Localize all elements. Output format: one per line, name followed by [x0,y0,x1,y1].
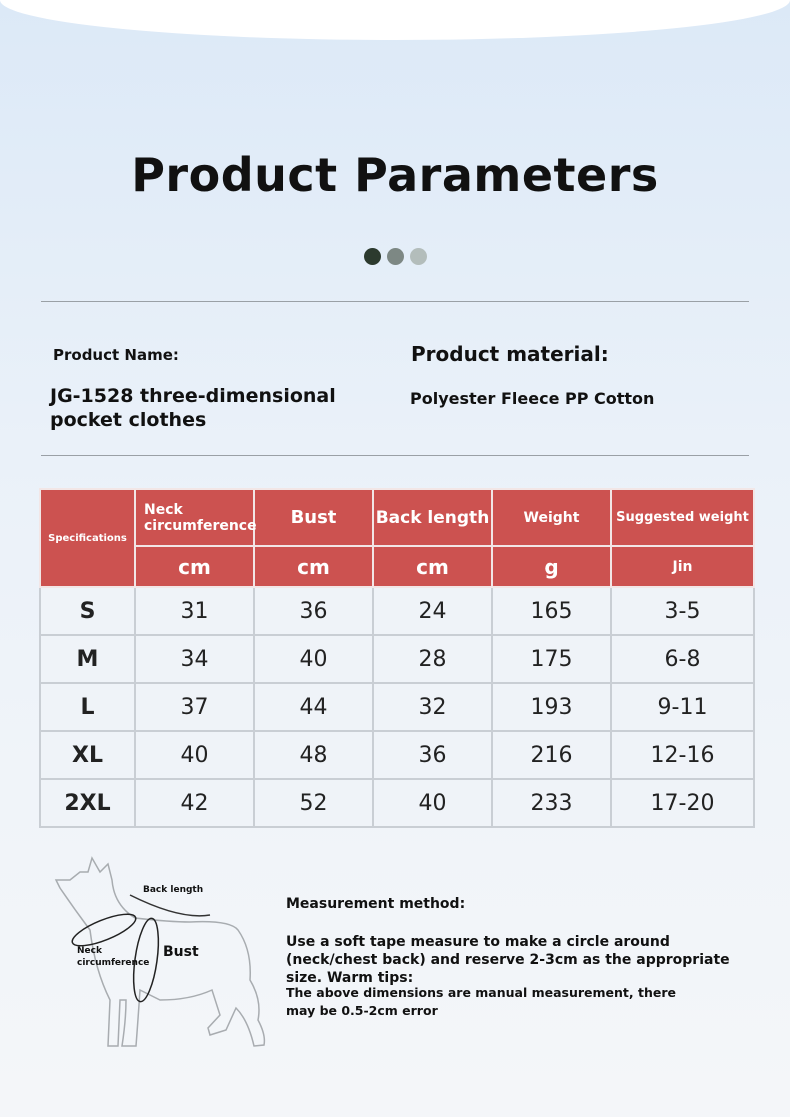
size-table [39,488,755,828]
col-bust: Bust [254,489,373,546]
dog-diagram [40,850,280,1050]
value-cell: 6-8 [611,635,754,683]
value-cell: 24 [373,587,492,635]
value-cell: 31 [135,587,254,635]
value-cell: 52 [254,779,373,827]
value-cell: 32 [373,683,492,731]
dot-1 [364,248,381,265]
name-line-2: pocket clothes [50,409,207,431]
measurement-note: The above dimensions are manual measurement, there may be 0.5-2cm error [286,985,676,1018]
size-cell: XL [40,731,135,779]
divider [41,301,749,302]
back-length-line [130,895,210,916]
product-name-label: Product Name: [53,346,179,364]
product-name-value [50,384,336,432]
table-row [40,779,754,827]
back-length-label: Back length [143,885,204,895]
table-row [40,731,754,779]
value-cell: 37 [135,683,254,731]
value-cell: 12-16 [611,731,754,779]
size-cell: L [40,683,135,731]
unit: cm [254,546,373,587]
value-cell: 233 [492,779,611,827]
neck-label-2: circumference [77,958,150,968]
value-cell: 36 [373,731,492,779]
value-cell: 193 [492,683,611,731]
value-cell: 34 [135,635,254,683]
size-cell: 2XL [40,779,135,827]
value-cell: 40 [135,731,254,779]
value-cell: 216 [492,731,611,779]
spec-header: Specifications [40,489,135,587]
value-cell: 42 [135,779,254,827]
table-row [40,587,754,635]
size-cell: S [40,587,135,635]
table-row [40,683,754,731]
bust-label: Bust [163,944,199,960]
value-cell: 40 [254,635,373,683]
value-cell: 9-11 [611,683,754,731]
table-row [40,635,754,683]
value-cell: 3-5 [611,587,754,635]
page-title: Product Parameters [131,148,659,202]
value-cell: 48 [254,731,373,779]
unit: cm [373,546,492,587]
value-cell: 28 [373,635,492,683]
col-suggested: Suggested weight [611,489,754,546]
material-value: Polyester Fleece PP Cotton [410,389,655,408]
name-line-1: JG-1528 three-dimensional [50,385,336,407]
measurement-title: Measurement method: [286,896,466,912]
col-back: Back length [373,489,492,546]
material-label: Product material: [411,342,609,366]
size-cell: M [40,635,135,683]
value-cell: 44 [254,683,373,731]
value-cell: 40 [373,779,492,827]
dot-3 [410,248,427,265]
col-weight: Weight [492,489,611,546]
value-cell: 17-20 [611,779,754,827]
value-cell: 36 [254,587,373,635]
col-neck: Neck circumference [135,489,254,546]
divider [41,455,749,456]
unit: Jin [611,546,754,587]
measurement-text: Use a soft tape measure to make a circle around (neck/chest back) and reserve 2-3cm as the appropriate size. Warm tips: [286,934,730,986]
value-cell: 165 [492,587,611,635]
header-arc [0,0,790,40]
unit: cm [135,546,254,587]
neck-label-1: Neck [77,946,102,956]
dot-2 [387,248,404,265]
value-cell: 175 [492,635,611,683]
unit: g [492,546,611,587]
